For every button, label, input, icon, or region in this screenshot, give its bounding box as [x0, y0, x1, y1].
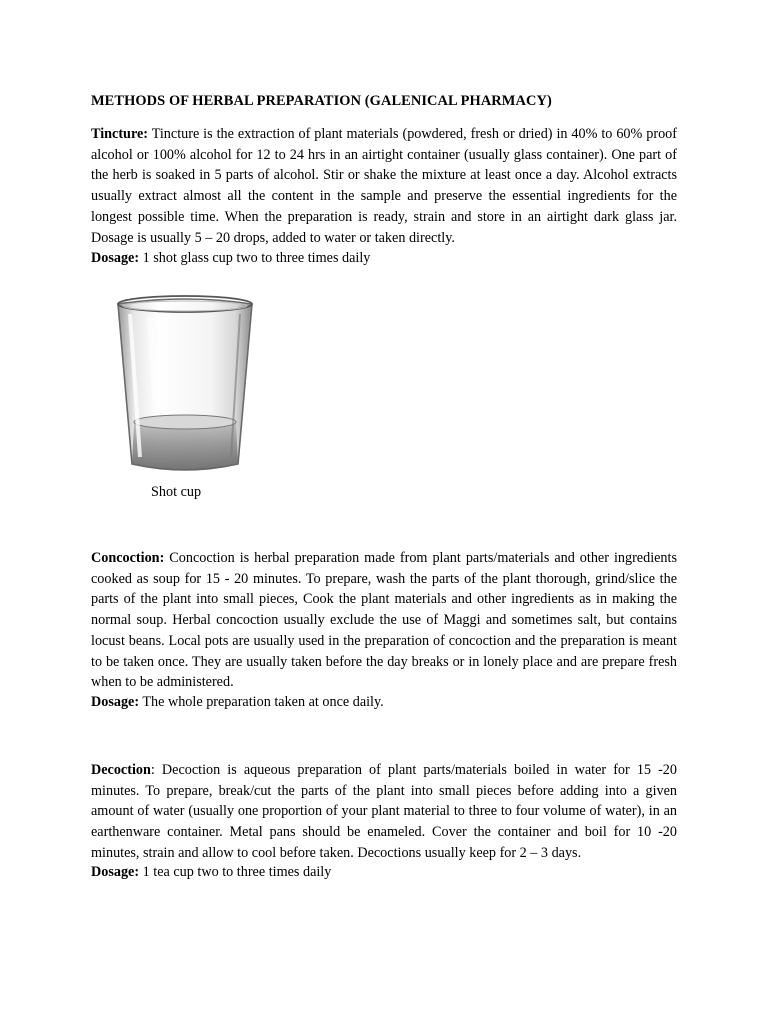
concoction-dosage [91, 692, 384, 713]
concoction-dosage-label: Dosage: [91, 694, 140, 710]
concoction-term: Concoction: [91, 550, 165, 566]
decoction-paragraph [91, 760, 677, 864]
tincture-text: Tincture is the extraction of plant materials (powdered, fresh or dried) in 40% to 60% proof alcohol or 100% alcohol for 12 to 24 hrs in an airtight container (usually glass container). One part of the herb is soaked in 5 parts of alcohol. Stir or shake the mixture at least once a day. Alcohol extracts usually extract almost all the content in the sample and preserve the essential ingredients for the longest possible time. When the preparation is ready, strain and store in an airtight dark glass jar. Dosage is usually 5 – 20 drops, added to water or taken directly. [91, 126, 677, 246]
tincture-dosage-label: Dosage: [91, 250, 140, 266]
tincture-dosage-text: 1 shot glass cup two to three times daily [139, 250, 371, 266]
figure-caption: Shot cup [151, 484, 202, 500]
page-title: METHODS OF HERBAL PREPARATION (GALENICAL PHARMACY) [91, 93, 552, 109]
decoction-text: : Decoction is aqueous preparation of plant parts/materials boiled in water for 15 -20 minutes. To prepare, break/cut the parts of the plant into small pieces before adding into a given amount of water (usually one proportion of your plant material to three to four volume of water), in an earthenware container. Metal pans should be enameled. Cover the container and boil for 10 -20 minutes, strain and allow to cool before taken. Decoctions usually keep for 2 – 3 days. [91, 762, 677, 861]
decoction-dosage-label: Dosage: [91, 864, 140, 880]
tincture-paragraph [91, 124, 677, 248]
concoction-text: Concoction is herbal preparation made from plant parts/materials and other ingredients cooked as soup for 15 - 20 minutes. To prepare, wash the parts of the plant thorough, grind/slice the parts of the plant into small pieces, Cook the plant materials and other ingredients as in making the normal soup. Herbal concoction usually exclude the use of Maggi and sometimes salt, but contains locust beans. Local pots are usually used in the preparation of concoction and the preparation is meant to be taken once. They are usually taken before the day breaks or in lonely place and are prepare fresh when to be administered. [91, 550, 677, 691]
shot-glass-image [110, 292, 260, 482]
concoction-paragraph [91, 548, 677, 693]
decoction-dosage [91, 862, 331, 883]
decoction-term: Decoction [91, 762, 151, 778]
tincture-dosage [91, 248, 370, 269]
decoction-dosage-text: 1 tea cup two to three times daily [139, 864, 332, 880]
concoction-dosage-text: The whole preparation taken at once daily. [139, 694, 384, 710]
tincture-term: Tincture: [91, 126, 149, 142]
